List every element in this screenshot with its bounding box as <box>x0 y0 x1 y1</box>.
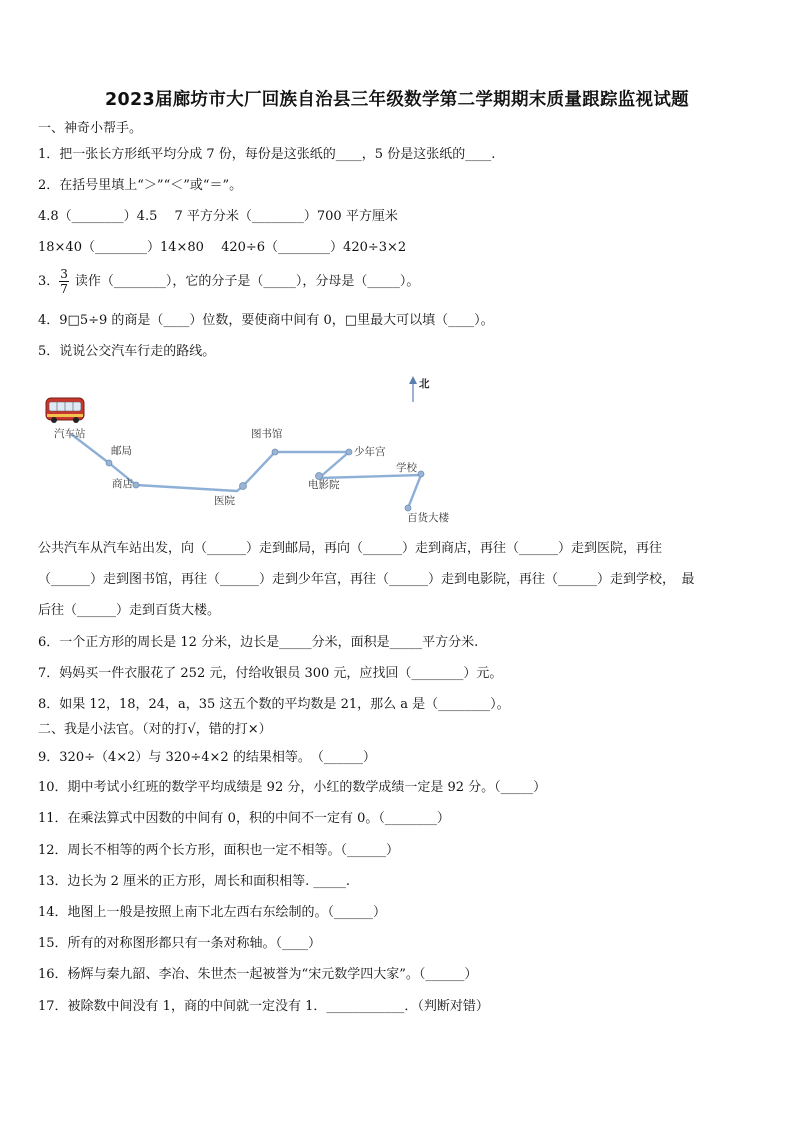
section-heading-1: 一、神奇小帮手。 <box>38 121 143 136</box>
label-hospital: 医院 <box>214 495 235 507</box>
question-11: 11．在乘法算式中因数的中间有 0，积的中间不一定有 0。（________） <box>38 811 450 826</box>
question-14: 14．地图上一般是按照上南下北左西右东绘制的。（______） <box>38 905 387 920</box>
question-3 <box>38 265 419 299</box>
label-school: 学校 <box>396 462 417 474</box>
question-12: 12．周长不相等的两个长方形，面积也一定不相等。（______） <box>38 843 400 858</box>
label-department-store: 百货大楼 <box>407 512 449 524</box>
question-6: 6．一个正方形的周长是 12 分米，边长是_____分米，面积是_____平方分米. <box>38 635 479 650</box>
label-bus-station: 汽车站 <box>54 428 86 440</box>
question-5: 5．说说公交汽车行走的路线。 <box>38 344 216 359</box>
label-library: 图书馆 <box>251 428 283 440</box>
route-stops <box>106 449 424 511</box>
question-3-number: 3． <box>38 274 60 289</box>
label-youth-palace: 少年宫 <box>354 446 386 458</box>
question-5-line-b: （______）走到图书馆，再往（______）走到少年宫，再往（______）走到电影院，再往（______）走到学校， 最 <box>38 572 695 587</box>
bus-route-map <box>38 370 458 530</box>
question-2: 2．在括号里填上“＞”“＜”或“＝”。 <box>38 178 243 193</box>
fraction-numerator: 3 <box>60 267 68 281</box>
question-2-row-a: 4.8（________）4.5 7 平方分米（________）700 平方厘米 <box>38 209 398 224</box>
question-16: 16．杨辉与秦九韶、李冶、朱世杰一起被誉为“宋元数学四大家”。（______） <box>38 967 478 982</box>
question-10: 10．期中考试小红班的数学平均成绩是 92 分，小红的数学成绩一定是 92 分。（_____） <box>38 780 547 795</box>
north-label: 北 <box>419 378 430 390</box>
page-title: 2023届廊坊市大厂回族自治县三年级数学第二学期期末质量跟踪监视试题 <box>105 90 689 110</box>
label-shop: 商店 <box>112 478 133 490</box>
question-8: 8．如果 12，18，24，a，35 这五个数的平均数是 21，那么 a 是（________）。 <box>38 697 510 712</box>
question-17: 17．被除数中间没有 1，商的中间就一定没有 1．____________．（判断对错） <box>38 999 489 1014</box>
section-heading-2: 二、我是小法官。（对的打√，错的打×） <box>38 722 272 737</box>
question-15: 15．所有的对称图形都只有一条对称轴。（____） <box>38 936 322 951</box>
label-post-office: 邮局 <box>111 445 132 457</box>
question-1: 1．把一张长方形纸平均分成 7 份，每份是这张纸的____，5 份是这张纸的____. <box>38 147 496 162</box>
label-cinema: 电影院 <box>308 479 340 491</box>
question-4: 4．9□5÷9 的商是（____）位数，要使商中间有 0，□里最大可以填（____）。 <box>38 313 494 328</box>
question-3-text: 读作（________），它的分子是（_____），分母是（_____）。 <box>74 274 420 289</box>
question-7: 7．妈妈买一件衣服花了 252 元，付给收银员 300 元，应找回（________）元。 <box>38 666 503 681</box>
question-13: 13．边长为 2 厘米的正方形，周长和面积相等. _____. <box>38 874 350 889</box>
north-arrow <box>409 376 430 402</box>
question-5-line-a: 公共汽车从汽车站出发，向（______）走到邮局，再向（______）走到商店，再往（______）走到医院，再往 <box>38 541 663 556</box>
fraction <box>59 267 69 296</box>
question-2-row-b: 18×40（________）14×80 420÷6（________）420÷3×2 <box>38 240 407 255</box>
bus-icon <box>46 398 84 423</box>
question-5-line-c: 后往（______）走到百货大楼。 <box>38 603 221 618</box>
fraction-denominator: 7 <box>60 282 68 296</box>
question-9: 9．320÷（4×2）与 320÷4×2 的结果相等。 （______） <box>38 750 376 765</box>
